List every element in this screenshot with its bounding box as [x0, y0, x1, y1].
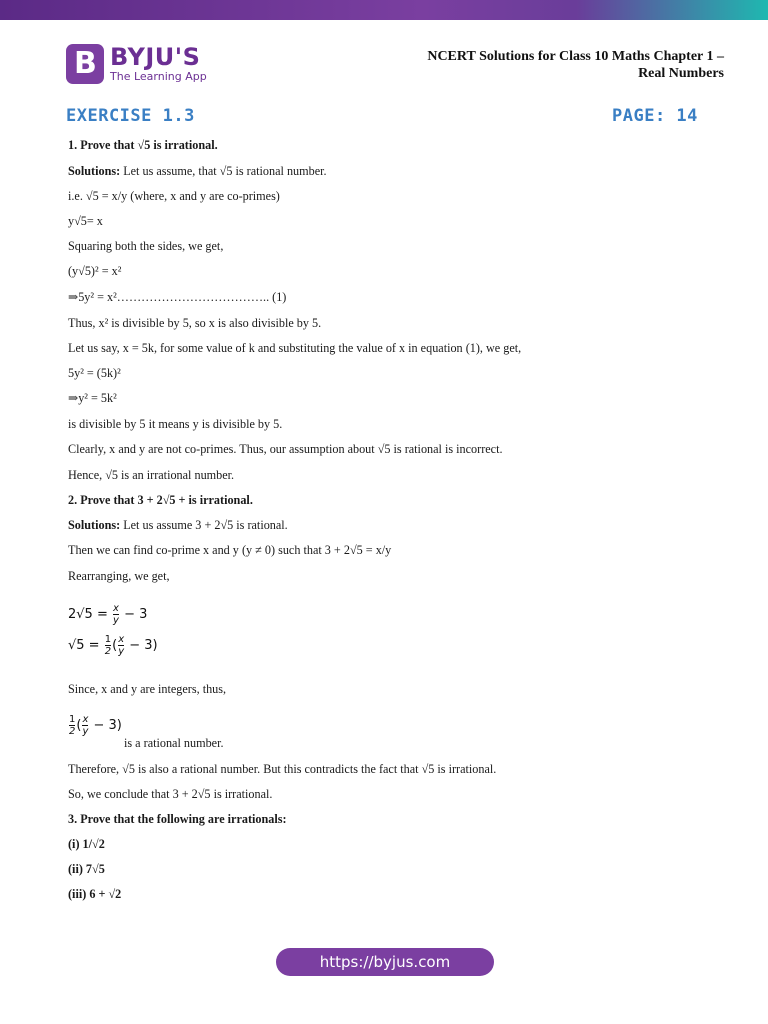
question-3-part-i: (i) 1/√2 [68, 837, 105, 851]
open-paren: ( [76, 718, 82, 733]
q2-solution [68, 518, 288, 533]
text-line: Clearly, x and y are not co-primes. Thus, our assumption about √5 is rational is incorrect. [68, 442, 503, 456]
solution-text: Let us assume 3 + 2√5 is rational. [120, 518, 288, 532]
fraction [82, 714, 88, 737]
logo-name: BYJU'S [110, 42, 201, 71]
document-title [364, 48, 724, 82]
text-line: Then we can find co-prime x and y (y ≠ 0) such that 3 + 2√5 = x/y [68, 543, 392, 557]
eq1-left: 2√5 = [68, 607, 108, 622]
fraction [113, 603, 119, 626]
text-line: is divisible by 5 it means y is divisible by 5. [68, 417, 283, 431]
text-line: Let us say, x = 5k, for some value of k and substituting the value of x in equation (1), we get, [68, 341, 522, 355]
text-line: (y√5)² = x² [68, 264, 122, 278]
question-2: 2. Prove that 3 + 2√5 + is irrational. [68, 493, 253, 507]
open-paren: ( [112, 638, 118, 653]
question-3-part-iii: (iii) 6 + √2 [68, 887, 122, 901]
eq1-right: − 3 [124, 607, 148, 622]
numerator: 1 [69, 714, 76, 725]
text-line: i.e. √5 = x/y (where, x and y are co-primes) [68, 189, 280, 203]
denominator: 2 [69, 726, 76, 737]
exercise-heading: EXERCISE 1.3 [66, 106, 195, 126]
text-line: ⇒5y² = x²……………………………….. (1) [68, 290, 287, 304]
page-number: PAGE: 14 [612, 106, 698, 126]
eq3-right: − 3) [93, 718, 122, 733]
solution-label: Solutions: [68, 164, 121, 178]
eq2-left: √5 = [68, 638, 100, 653]
eq2-right: − 3) [129, 638, 158, 653]
text-line: So, we conclude that 3 + 2√5 is irrational. [68, 787, 273, 801]
top-color-band [0, 0, 768, 20]
text-line: Since, x and y are integers, thus, [68, 682, 227, 696]
q1-solution [68, 164, 327, 179]
footer-website-link[interactable] [276, 948, 494, 976]
text-line: ⇒y² = 5k² [68, 391, 117, 405]
fraction [69, 714, 75, 737]
numerator: x [82, 714, 89, 725]
numerator: x [113, 603, 119, 614]
equation-3 [68, 714, 122, 737]
fraction [118, 634, 124, 657]
text-line: y√5= x [68, 214, 103, 228]
footer-url: https://byjus.com [319, 953, 451, 971]
document-title-line1: NCERT Solutions for Class 10 Maths Chapter 1 – [427, 49, 724, 64]
text-line: is a rational number. [124, 736, 224, 750]
logo-tagline: The Learning App [110, 69, 207, 83]
solution-label: Solutions: [68, 518, 121, 532]
equation-1 [68, 603, 147, 626]
fraction [105, 634, 111, 657]
document-title-line2: Real Numbers [638, 66, 724, 81]
denominator: 2 [104, 646, 112, 657]
denominator: y [82, 726, 89, 737]
text-line: Thus, x² is divisible by 5, so x is also divisible by 5. [68, 316, 322, 330]
logo-mark [66, 44, 104, 84]
numerator: 1 [104, 634, 112, 645]
text-line: Squaring both the sides, we get, [68, 239, 224, 253]
numerator: x [118, 634, 125, 645]
question-3-part-ii: (ii) 7√5 [68, 862, 105, 876]
byjus-logo[interactable] [66, 43, 207, 85]
text-line: 5y² = (5k)² [68, 366, 121, 380]
denominator: y [118, 646, 125, 657]
question-3: 3. Prove that the following are irrationals: [68, 812, 287, 826]
text-line: Therefore, √5 is also a rational number. But this contradicts the fact that √5 is irrational. [68, 762, 497, 776]
solution-text: Let us assume, that √5 is rational number. [120, 164, 327, 178]
logo-letter: B [74, 46, 97, 81]
text-line: Rearranging, we get, [68, 569, 170, 583]
question-1: 1. Prove that √5 is irrational. [68, 138, 218, 152]
equation-2 [68, 634, 158, 657]
denominator: y [113, 615, 119, 626]
logo-text [110, 42, 207, 84]
text-line: Hence, √5 is an irrational number. [68, 468, 235, 482]
